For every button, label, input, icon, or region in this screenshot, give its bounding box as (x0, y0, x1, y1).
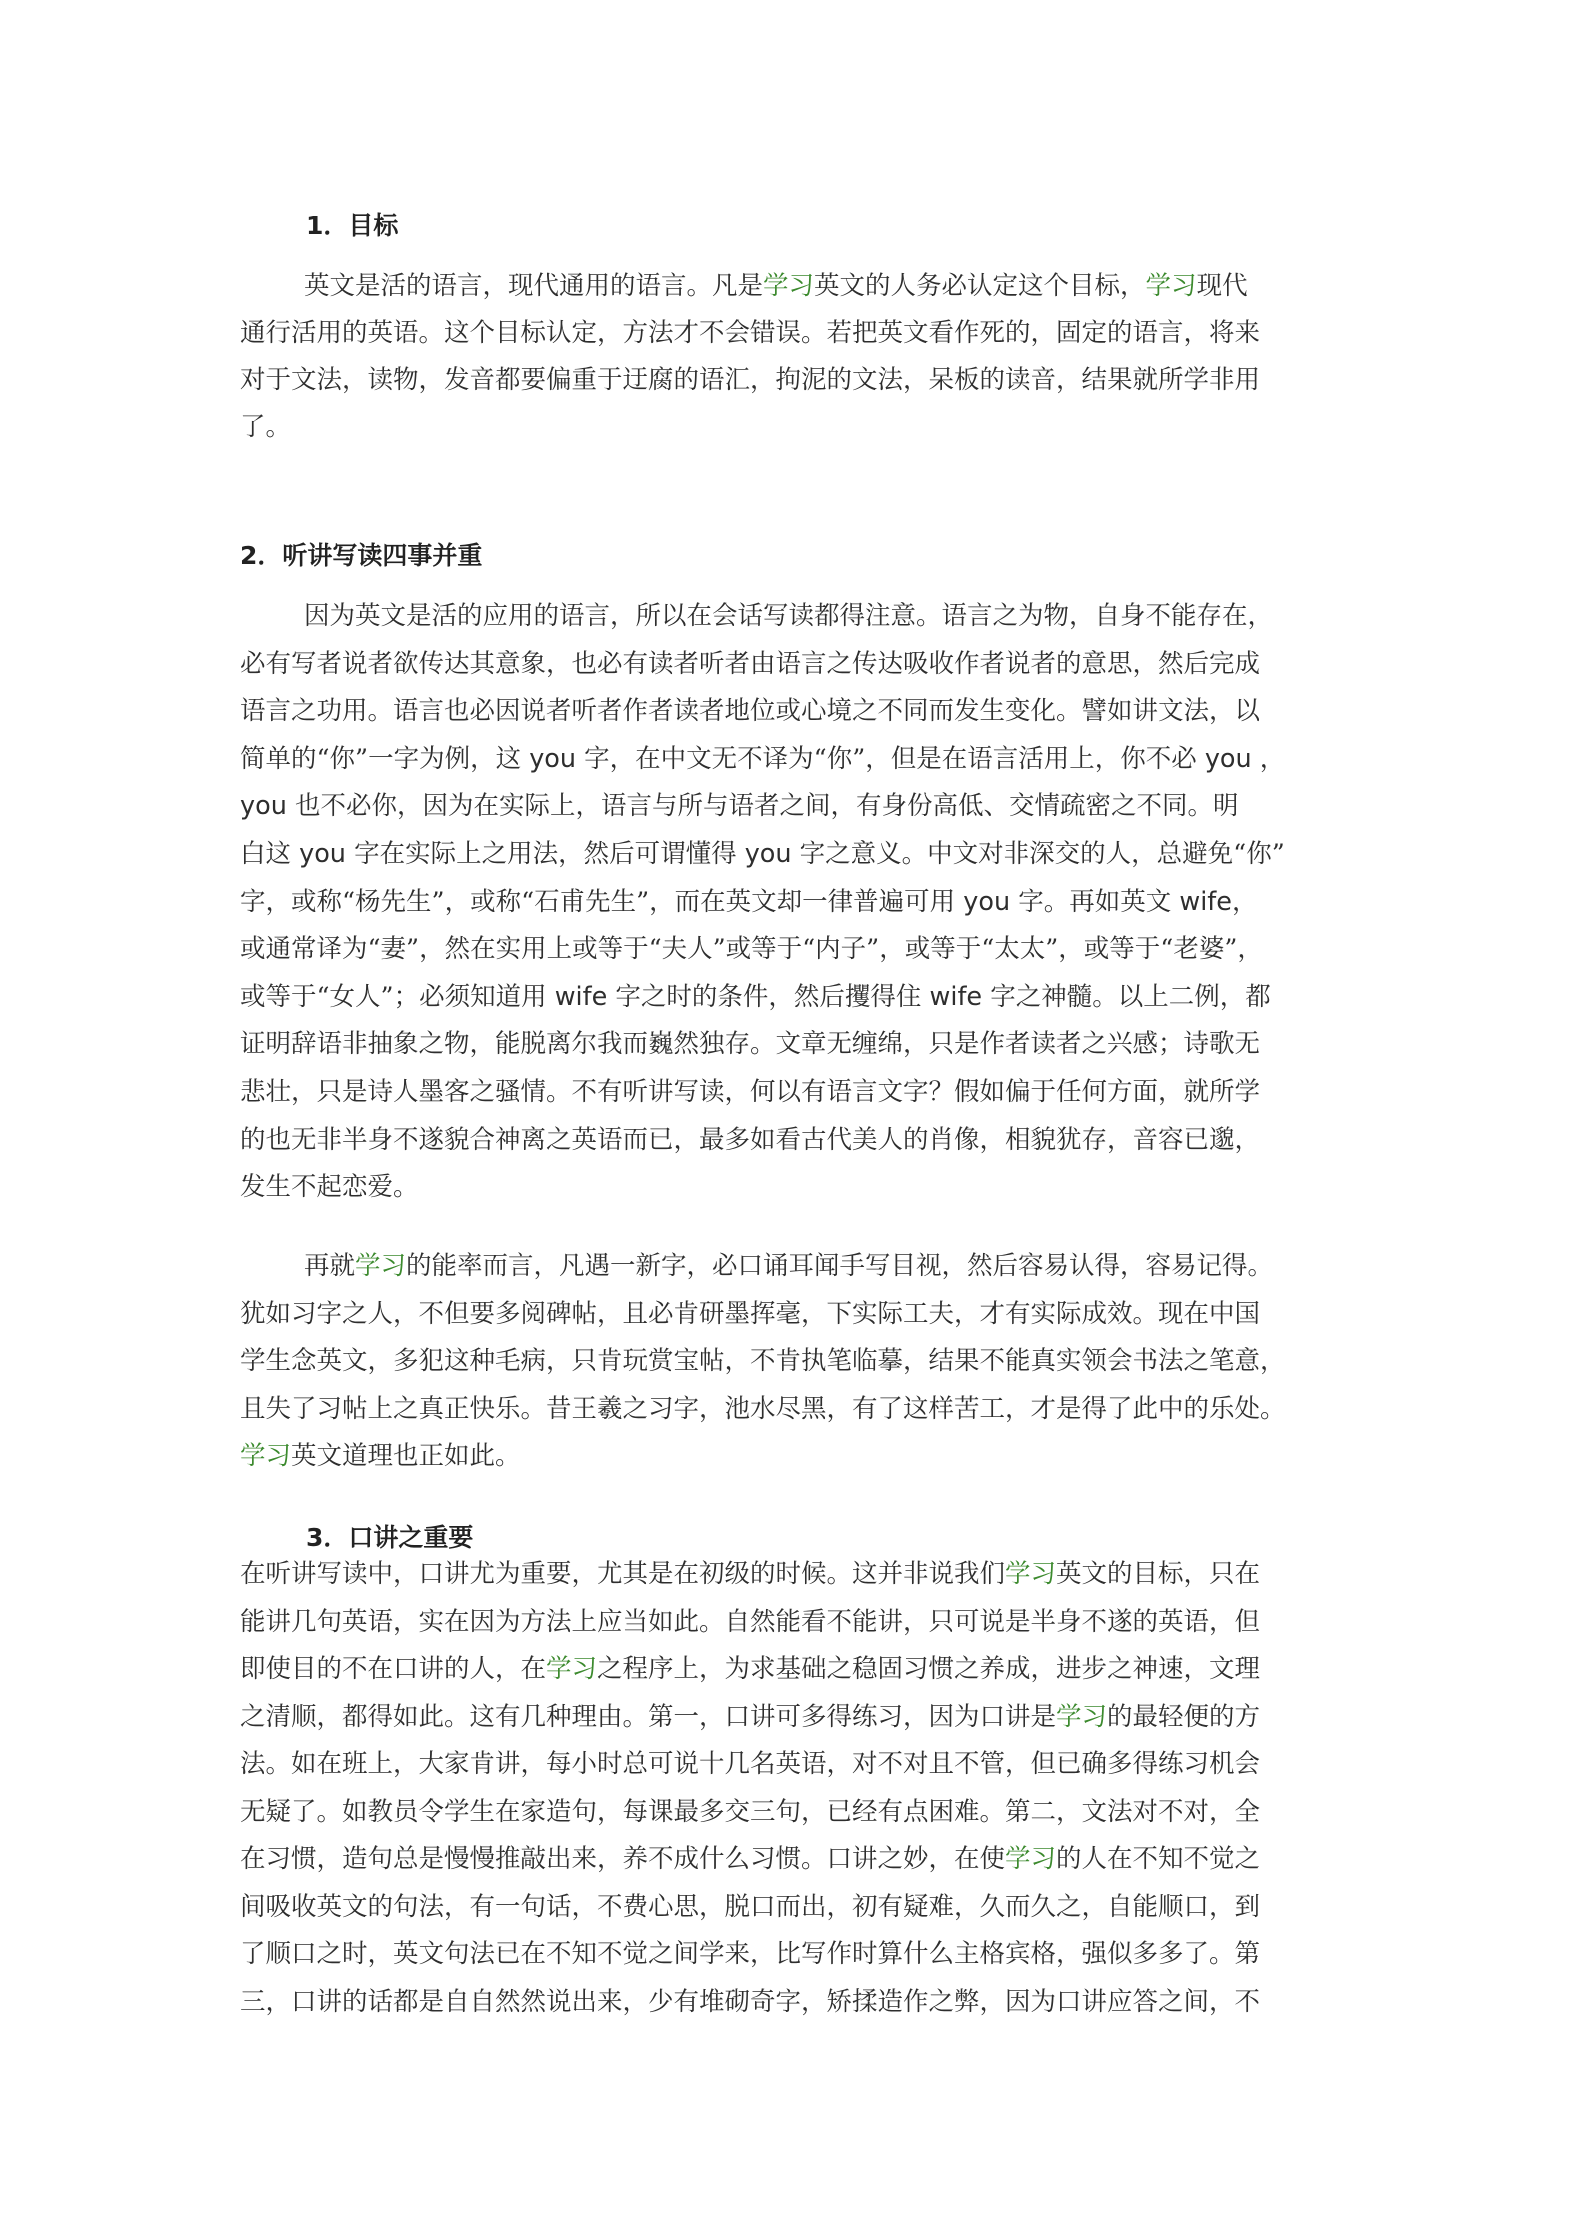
text-span: ， (1251, 743, 1286, 774)
text-line (240, 931, 1263, 967)
text-line (240, 884, 1257, 920)
text-span: 的能率而言，凡遇一新字，必口诵耳闻手写目视，然后容易认得，容易记得。 (406, 1251, 1274, 1281)
text-span: 发生不起恋爱。 (240, 1172, 419, 1203)
text-span: 英文是活的语言，现代通用的语言。凡是 (304, 271, 764, 301)
text-span: 必有写者说者欲传达其意象，也必有读者听者由语言之传达吸收作者说者的意思，然后完成 (240, 648, 1261, 679)
text-span: 在听讲写读中，口讲尤为重要，尤其是在初级的时候。这并非说我们 (240, 1559, 1006, 1589)
text-span: 字之神髓。以上二例，都 (982, 981, 1271, 1012)
text-span: 字之时的条件，然后攫得住 (607, 981, 930, 1012)
text-line (240, 1604, 1260, 1640)
text-line (240, 1391, 1286, 1427)
text-line (240, 362, 1260, 398)
text-span: ， (1231, 886, 1258, 917)
text-span: 能讲几句英语，实在因为方法上应当如此。自然能看不能讲，只可说是半身不遂的英语，但 (240, 1606, 1261, 1637)
text-line (240, 1026, 1260, 1062)
text-span: 白这 (240, 839, 300, 869)
text-span: 了顺口之时，英文句法已在不知不觉之间学来，比写作时算什么主格宾格，强似多多了。第 (240, 1939, 1261, 1969)
keyword-link[interactable]: 学习 (763, 271, 815, 301)
text-span: 语言之功用。语言也必因说者听者作者读者地位或心境之不同而发生变化。譬如讲文法，以 (240, 696, 1261, 727)
text-line (240, 741, 1285, 777)
text-span: 的人在不知不觉之 (1056, 1844, 1261, 1874)
text-line (240, 409, 291, 445)
text-span: 或通常译为“妻”，然在实用上或等于“夫人”或等于“内子”，或等于“太太”，或等于“老婆”， (240, 934, 1263, 965)
english-word: wife (554, 981, 608, 1012)
text-span: 之程序上，为求基础之稳固习惯之养成，进步之神速，文理 (597, 1654, 1261, 1684)
text-line (240, 646, 1260, 682)
text-line (240, 1984, 1260, 2020)
text-line (240, 1343, 1286, 1379)
text-line (240, 1438, 521, 1474)
text-span: 证明辞语非抽象之物，能脱离尔我而巍然独存。文章无缠绵，只是作者读者之兴感；诗歌无 (240, 1029, 1261, 1060)
text-line (240, 1122, 1260, 1158)
text-line (240, 1169, 419, 1205)
text-line (240, 693, 1260, 729)
text-span: 悲壮，只是诗人墨客之骚情。不有听讲写读，何以有语言文字？假如偏于任何方面，就所学 (240, 1077, 1261, 1107)
text-line (240, 1936, 1260, 1972)
text-span: 无疑了。如教员令学生在家造句，每课最多交三句，已经有点困难。第二，文法对不对，全 (240, 1796, 1261, 1827)
text-line (240, 788, 1238, 824)
text-span: 字，在中文无不译为“你”，但是在语言活用上，你不必 (576, 743, 1205, 774)
text-line (240, 979, 1271, 1015)
section-1-heading: 1．目标 (306, 211, 399, 240)
text-line (304, 598, 1273, 634)
text-span: 英文道理也正如此。 (291, 1441, 521, 1471)
text-span: 对于文法，读物，发音都要偏重于迂腐的语汇，拘泥的文法，呆板的读音，结果就所学非用 (240, 365, 1261, 395)
text-span: 之清顺，都得如此。这有几种理由。第一，口讲可多得练习，因为口讲是 (240, 1701, 1057, 1732)
text-line (304, 268, 1248, 304)
text-span: 犹如习字之人，不但要多阅碑帖，且必肯研墨挥毫，下实际工夫，才有实际成效。现在中国 (240, 1298, 1261, 1329)
text-span: 或等于“女人”；必须知道用 (240, 981, 555, 1012)
text-span: 通行活用的英语。这个目标认定，方法才不会错误。若把英文看作死的，固定的语言，将来 (240, 318, 1261, 348)
english-word: you (299, 839, 346, 869)
section-2-heading: 2．听讲写读四事并重 (240, 541, 483, 570)
keyword-link[interactable]: 学习 (546, 1654, 598, 1684)
text-span: 简单的“你”一字为例，这 (240, 743, 530, 774)
keyword-link[interactable]: 学习 (1145, 271, 1197, 301)
text-span: 的也无非半身不遂貌合神离之英语而已，最多如看古代美人的肖像，相貌犹存，音容已邈， (240, 1124, 1261, 1155)
text-span: 字，或称“杨先生”，或称“石甫先生”，而在英文却一律普遍可用 (240, 886, 964, 917)
text-line (240, 1556, 1260, 1592)
text-line (240, 315, 1260, 351)
text-span: 现代 (1196, 271, 1248, 301)
english-word: you (240, 791, 287, 822)
text-span: 三，口讲的话都是自自然然说出来，少有堆砌奇字，矫揉造作之弊，因为口讲应答之间，不 (240, 1986, 1261, 2017)
keyword-link[interactable]: 学习 (1005, 1844, 1057, 1874)
text-span: 在习惯，造句总是慢慢推敲出来，养不成什么习惯。口讲之妙，在使 (240, 1844, 1006, 1874)
text-line (240, 1699, 1260, 1735)
text-span: 的最轻便的方 (1107, 1701, 1261, 1732)
text-span: 也不必你，因为在实际上，语言与所与语者之间，有身份高低、交情疏密之不同。明 (286, 791, 1239, 822)
english-word: you (963, 886, 1011, 917)
text-span: 即使目的不在口讲的人，在 (240, 1654, 547, 1684)
text-span: 且失了习帖上之真正快乐。昔王羲之习字，池水尽黑，有了这样苦工，才是得了此中的乐处。 (240, 1393, 1286, 1424)
text-line (240, 1296, 1260, 1332)
keyword-link[interactable]: 学习 (355, 1251, 407, 1281)
text-line (240, 1794, 1260, 1830)
english-word: you (744, 839, 792, 869)
text-span: 英文的目标，只在 (1056, 1559, 1261, 1589)
text-span: 间吸收英文的句法，有一句话，不费心思，脱口而出，初有疑难，久而久之，自能顺口，到 (240, 1891, 1261, 1922)
text-span: 学生念英文，多犯这种毛病，只肯玩赏宝帖，不肯执笔临摹，结果不能真实领会书法之笔意， (240, 1346, 1286, 1376)
section-3-heading: 3．口讲之重要 (306, 1523, 474, 1552)
english-word: you (529, 743, 577, 774)
text-span: 因为英文是活的应用的语言，所以在会话写读都得注意。语言之为物，自身不能存在， (304, 601, 1274, 631)
text-line (240, 1746, 1260, 1782)
english-word: wife (929, 981, 983, 1012)
text-line (240, 836, 1285, 872)
text-span: 了。 (240, 412, 292, 442)
text-line (240, 1889, 1260, 1925)
keyword-link[interactable]: 学习 (1056, 1701, 1108, 1732)
text-span: 字在实际上之用法，然后可谓懂得 (345, 839, 745, 869)
text-span: 再就 (304, 1251, 356, 1281)
text-span: 英文的人务必认定这个目标， (814, 271, 1146, 301)
text-span: 字之意义。中文对非深交的人，总避免“你” (791, 839, 1285, 869)
text-span: 字。再如英文 (1010, 886, 1180, 917)
text-line (240, 1651, 1260, 1687)
text-line (240, 1841, 1260, 1877)
keyword-link[interactable]: 学习 (1005, 1559, 1057, 1589)
text-span: 法。如在班上，大家肯讲，每小时总可说十几名英语，对不对且不管，但已确多得练习机会 (240, 1749, 1261, 1779)
text-line (240, 1074, 1260, 1110)
text-line (304, 1248, 1273, 1284)
english-word: wife (1179, 886, 1232, 917)
english-word: you (1204, 743, 1252, 774)
keyword-link[interactable]: 学习 (240, 1441, 292, 1471)
